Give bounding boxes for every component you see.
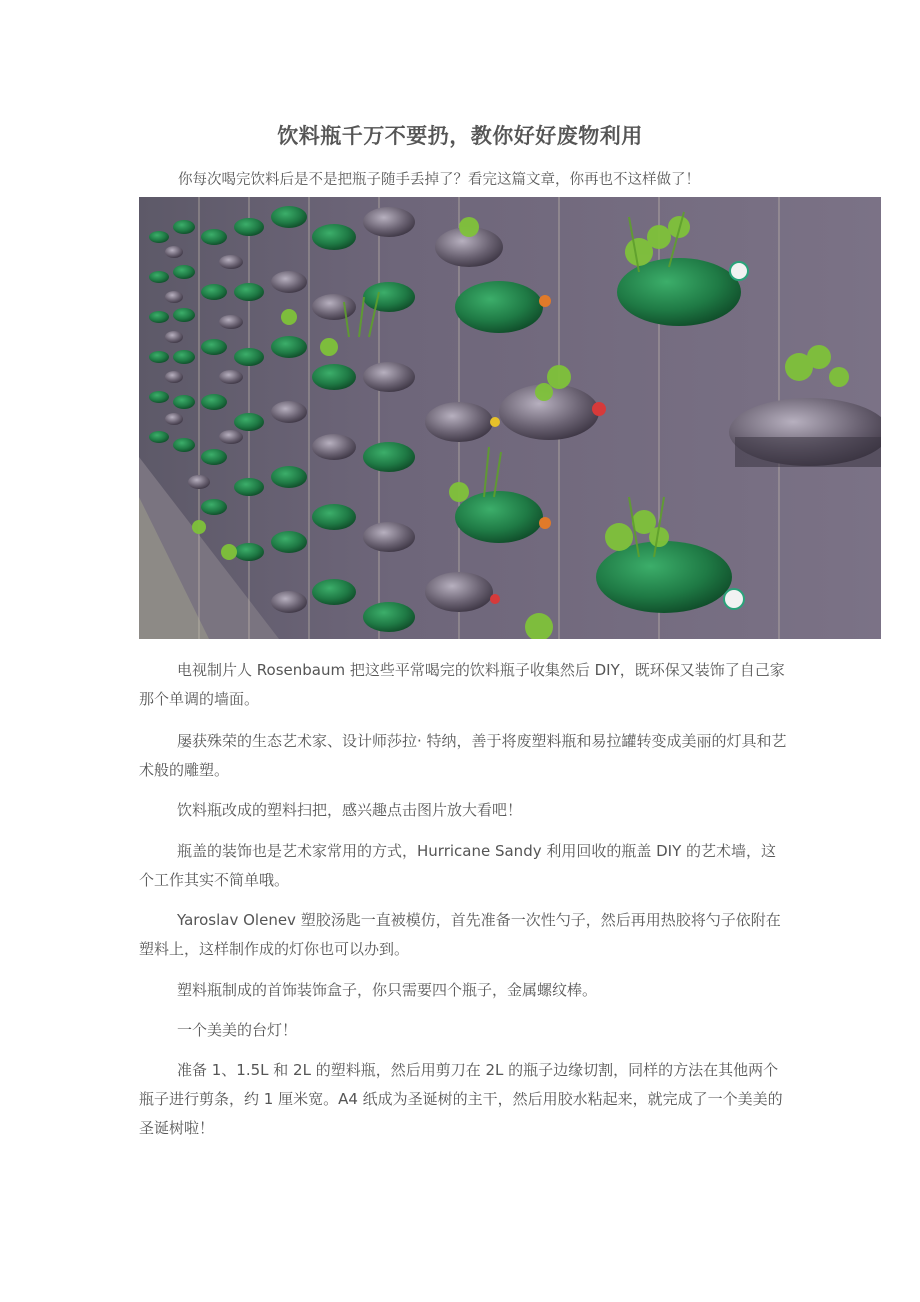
- article-paragraph-3: 饮料瓶改成的塑料扫把，感兴趣点击图片放大看吧！: [177, 801, 523, 819]
- article-paragraph-1: 电视制片人 Rosenbaum 把这些平常喝完的饮料瓶子收集然后 DIY，既环保又装饰了自己家那个单调的墙面。: [139, 661, 785, 708]
- bottle-garden-photo: [139, 197, 881, 639]
- article-paragraph-7: 一个美美的台灯！: [177, 1021, 298, 1039]
- article-paragraph-8: 准备 1、1.5L 和 2L 的塑料瓶，然后用剪刀在 2L 的瓶子边缘切割，同样的方法在其他两个瓶子进行剪条，约 1 厘米宽。A4 纸成为圣诞树的主干，然后用胶水粘起来，就完成了一个美美的圣诞树啦！: [139, 1061, 783, 1137]
- article-paragraph-6: 塑料瓶制成的首饰装饰盒子，你只需要四个瓶子，金属螺纹棒。: [177, 981, 598, 999]
- article-intro: 你每次喝完饮料后是不是把瓶子随手丢掉了？看完这篇文章，你再也不这样做了！: [178, 172, 700, 188]
- article-paragraph-2: 屡获殊荣的生态艺术家、设计师莎拉· 特纳，善于将废塑料瓶和易拉罐转变成美丽的灯具和艺术般的雕塑。: [139, 732, 787, 779]
- article-title: 饮料瓶千万不要扔，教你好好废物利用: [277, 124, 643, 148]
- article-paragraph-4: 瓶盖的装饰也是艺术家常用的方式，Hurricane Sandy 利用回收的瓶盖 DIY 的艺术墙，这个工作其实不简单哦。: [139, 842, 777, 889]
- article-paragraph-5: Yaroslav Olenev 塑胶汤匙一直被模仿，首先准备一次性勺子，然后再用热胶将勺子依附在塑料上，这样制作成的灯你也可以办到。: [139, 911, 781, 958]
